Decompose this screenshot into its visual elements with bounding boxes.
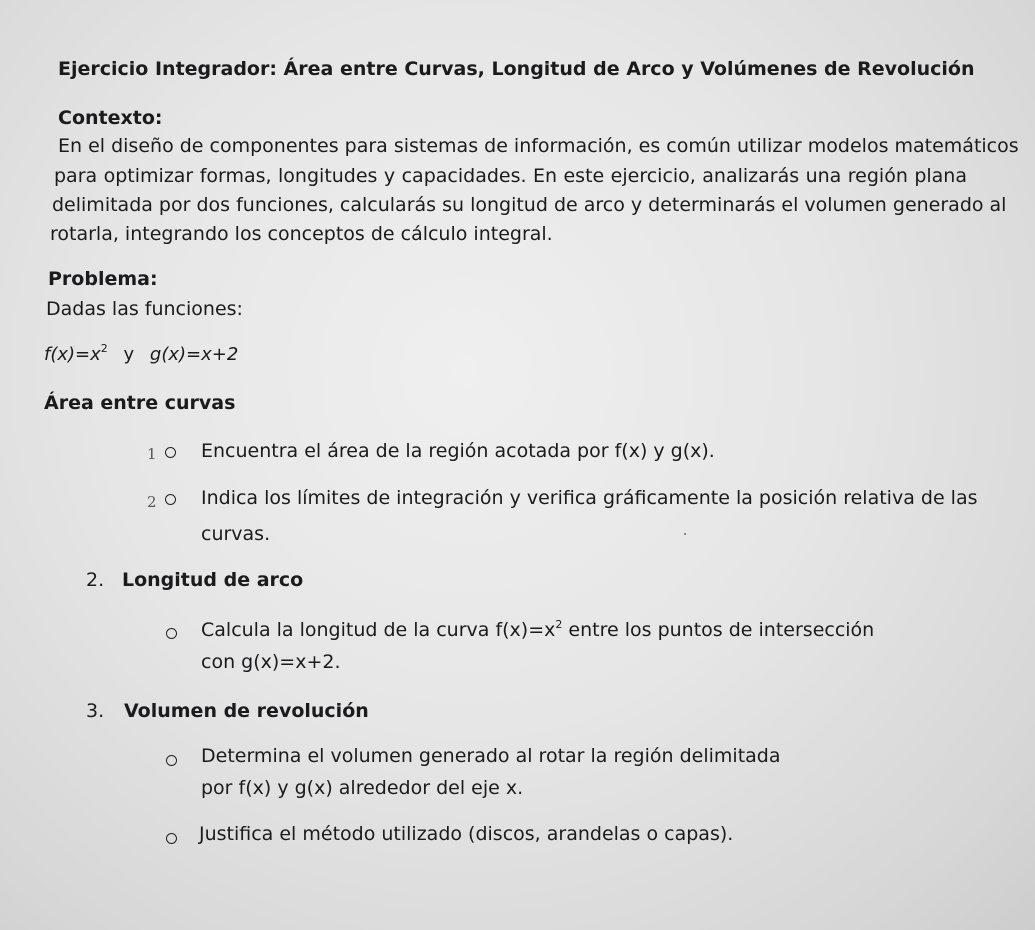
section2-number: 2. xyxy=(86,569,105,591)
section2-item1-line2: con g(x)=x+2. xyxy=(201,651,341,673)
context-line-2: para optimizar formas, longitudes y capacidades. En este ejercicio, analizarás una región plana xyxy=(54,165,967,187)
section3-item1-line2: por f(x) y g(x) alrededor del eje x. xyxy=(201,777,524,799)
bullet-circle xyxy=(165,494,176,505)
handwritten-mark-1: 1 xyxy=(147,445,157,463)
section3-item2: Justifica el método utilizado (discos, arandelas o capas). xyxy=(199,823,734,845)
g-definition: g(x)=x+2 xyxy=(149,344,239,365)
section3-item1-line1: Determina el volumen generado al rotar la región delimitada xyxy=(201,745,781,767)
bullet-circle xyxy=(165,447,176,458)
section2-item1-exponent: 2 xyxy=(555,618,563,631)
handwritten-mark-2: 2 xyxy=(147,493,157,511)
context-line-4: rotarla, integrando los conceptos de cálculo integral. xyxy=(50,223,553,245)
section3-heading: Volumen de revolución xyxy=(124,700,369,722)
section2-item1-text-post: entre los puntos de intersección xyxy=(562,619,875,641)
section2-item1-line1 xyxy=(201,619,874,641)
context-line-1: En el diseño de componentes para sistemas de información, es común utilizar modelos matemáticos xyxy=(58,135,1019,157)
context-line-3: delimitada por dos funciones, calcularás su longitud de arco y determinarás el volumen generado al xyxy=(52,194,1007,216)
f-exponent: 2 xyxy=(100,342,108,355)
section1-item1: Encuentra el área de la región acotada por f(x) y g(x). xyxy=(201,440,715,462)
section2-item1-text-pre: Calcula la longitud de la curva f(x)=x xyxy=(201,619,556,641)
section2-heading: Longitud de arco xyxy=(122,569,304,591)
problem-heading: Problema: xyxy=(48,268,158,290)
section3-number: 3. xyxy=(86,700,105,722)
page-title: Ejercicio Integrador: Área entre Curvas, Longitud de Arco y Volúmenes de Revolución xyxy=(58,58,975,80)
paper-speck xyxy=(684,533,686,535)
context-heading: Contexto: xyxy=(58,107,163,129)
connector-y: y xyxy=(123,344,135,365)
bullet-circle xyxy=(166,755,177,766)
bullet-circle xyxy=(166,628,177,639)
section1-heading: Área entre curvas xyxy=(44,392,236,414)
section1-item2-line1: Indica los límites de integración y verifica gráficamente la posición relativa de las xyxy=(201,487,978,509)
function-definitions xyxy=(44,344,238,365)
section1-item2-line2: curvas. xyxy=(201,523,271,545)
problem-intro: Dadas las funciones: xyxy=(46,298,243,320)
f-definition: f(x)=x xyxy=(44,344,101,365)
bullet-circle xyxy=(166,833,177,844)
